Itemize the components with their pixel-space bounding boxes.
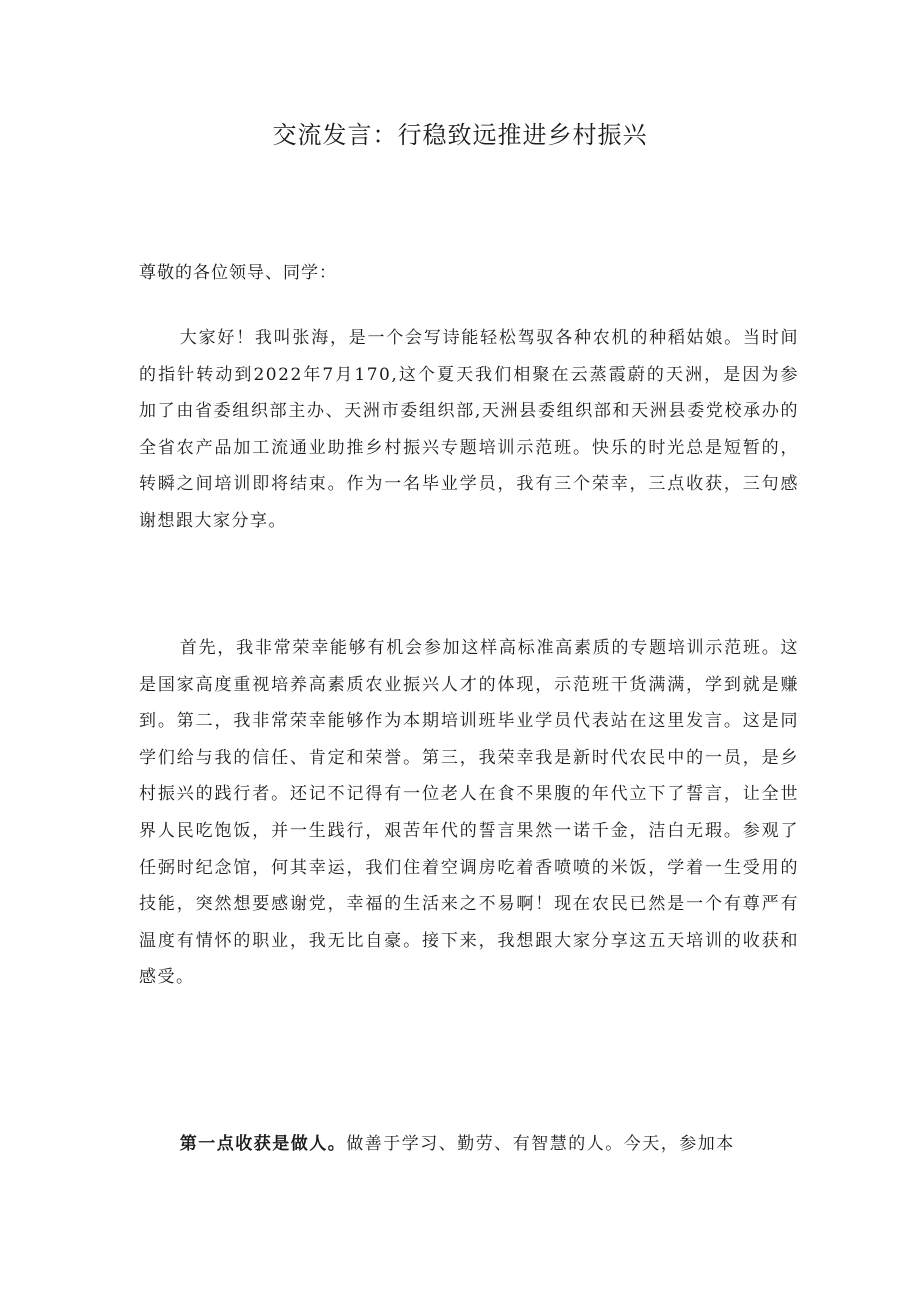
paragraph-first-gain-lead: 第一点收获是做人。 bbox=[179, 1134, 347, 1154]
paragraph-first-gain-text: 做善于学习、勤劳、有智慧的人。今天，参加本 bbox=[346, 1134, 735, 1154]
paragraph-honors-text: 首先，我非常荣幸能够有机会参加这样高标准高素质的专题培训示范班。这是国家高度重视培养高素质农业振兴人才的体现，示范班干货满满，学到就是赚到。第二，我非常荣幸能够作为本期培训班毕业学员代表站在这里发言。这是同学们给与我的信任、肯定和荣誉。第三，我荣幸我是新时代农民中的一员，是乡村振兴的践行者。还记不记得有一位老人在食不果腹的年代立下了誓言，让全世界人民吃饱饭，并一生践行，艰苦年代的誓言果然一诺千金，洁白无瑕。参观了任弼时纪念馆，何其幸运，我们住着空调房吃着香喷喷的米饭，学着一生受用的技能，突然想要感谢党，幸福的生活来之不易啊！现在农民已然是一个有尊严有温度有情怀的职业，我无比自豪。接下来，我想跟大家分享这五天培训的收获和感受。 bbox=[139, 638, 799, 988]
paragraph-intro-text: 大家好！我叫张海，是一个会写诗能轻松驾驭各种农机的种稻姑娘。当时间的指针转动到2022年7月170,这个夏天我们相聚在云蒸霞蔚的天洲，是因为参加了由省委组织部主办、天洲市委组织部,天洲县委组织部和天洲县委党校承办的全省农产品加工流通业助推乡村振兴专题培训示范班。快乐的时光总是短暂的，转瞬之间培训即将结束。作为一名毕业学员，我有三个荣幸，三点收获，三句感谢想跟大家分享。 bbox=[139, 328, 799, 531]
salutation: 尊敬的各位领导、同学： bbox=[139, 263, 337, 283]
paragraph-first-gain bbox=[139, 1126, 799, 1163]
document-title: 交流发言：行稳致远推进乡村振兴 bbox=[272, 121, 648, 149]
paragraph-intro bbox=[139, 320, 799, 540]
paragraph-honors bbox=[139, 630, 799, 996]
